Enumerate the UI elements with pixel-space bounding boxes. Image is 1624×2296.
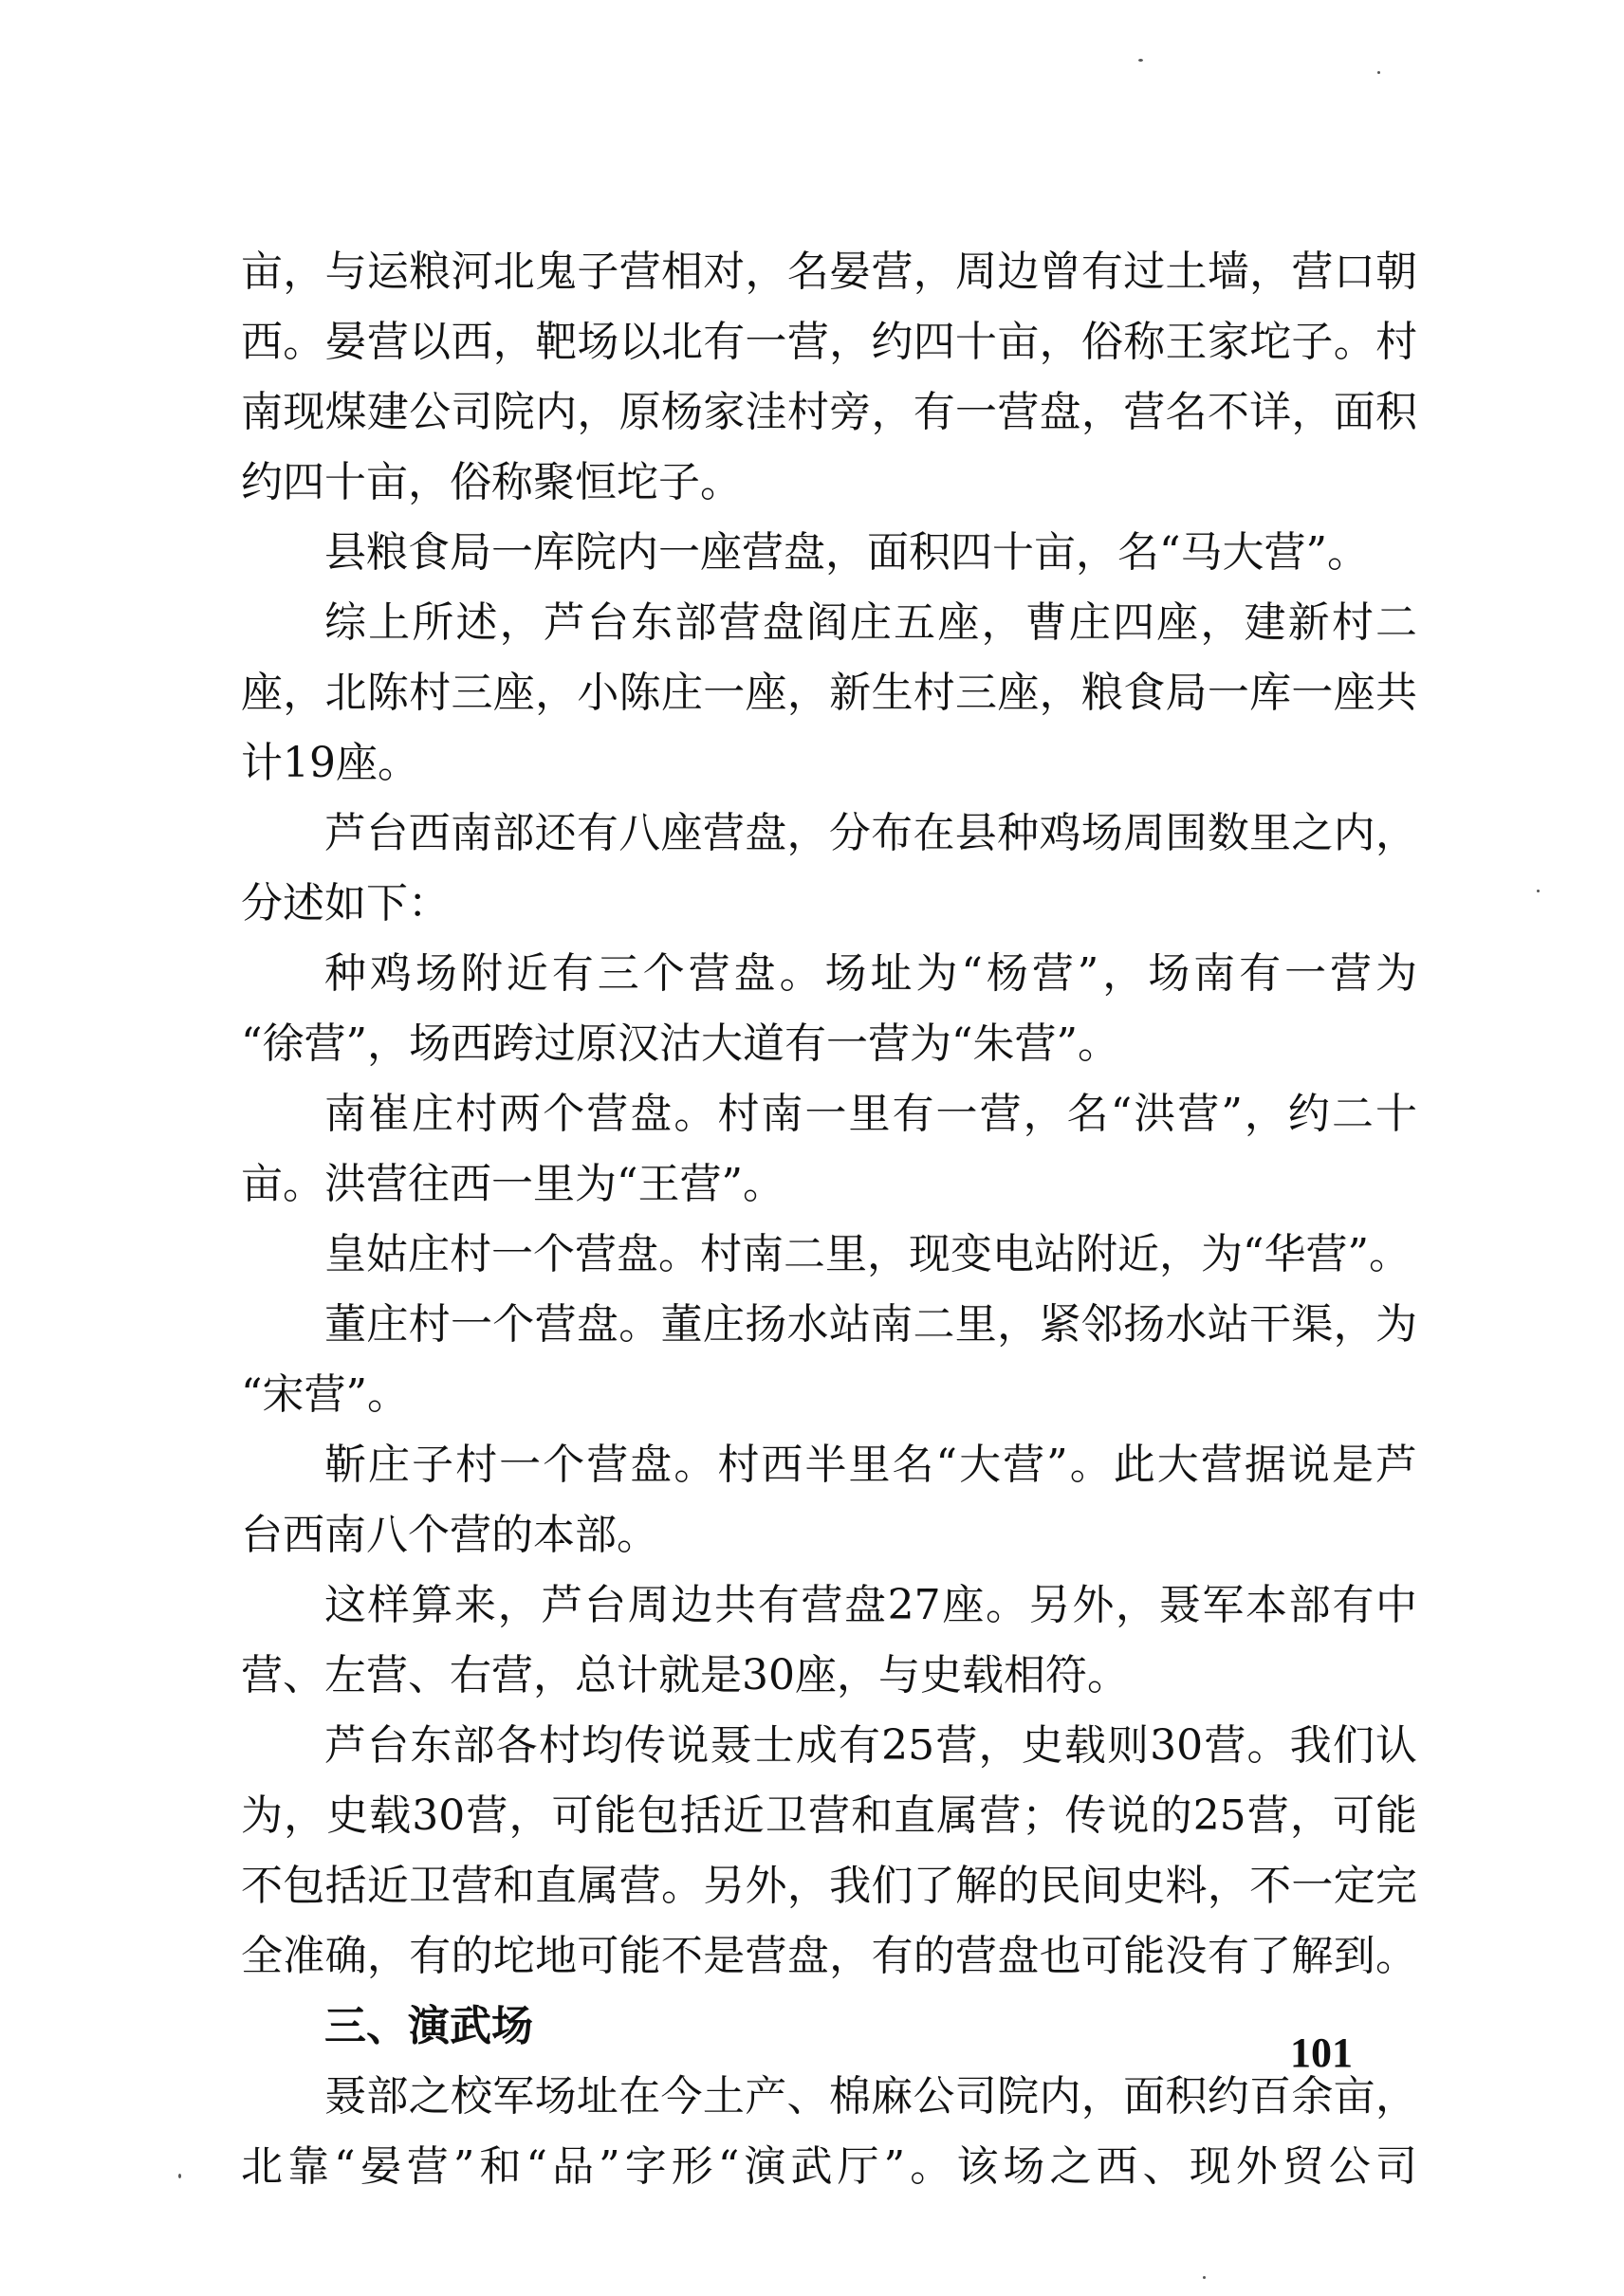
scan-speck [1537,890,1540,892]
text-line: 分述如下： [241,879,450,928]
text-line: 亩，与运粮河北鬼子营相对，名晏营，周边曾有过土墙，营口朝 [241,248,1417,296]
text-line: 靳庄子村一个营盘。村西半里名“大营”。此大营据说是芦 [324,1441,1417,1489]
text-line: 这样算来，芦台周边共有营盘27座。另外，聂军本部有中 [324,1581,1417,1629]
text-line: 董庄村一个营盘。董庄扬水站南二里，紧邻扬水站干渠，为 [324,1300,1417,1349]
text-line: 芦台东部各村均传说聂士成有25营，史载则30营。我们认 [324,1721,1417,1770]
body-text [241,237,1417,2202]
text-line: 台西南八个营的本部。 [241,1511,658,1559]
text-line: 皇姑庄村一个营盘。村南二里，现变电站附近，为“华营”。 [324,1230,1411,1278]
text-line: “宋营”。 [241,1370,409,1419]
text-line: 北靠“晏营”和“品”字形“演武厅”。该场之西、现外贸公司 [241,2142,1417,2191]
text-line: 西。晏营以西，靶场以北有一营，约四十亩，俗称王家坨子。村 [241,318,1417,366]
text-line: 县粮食局一库院内一座营盘，面积四十亩，名“马大营”。 [324,528,1369,577]
text-line: 亩。洪营往西一里为“王营”。 [241,1160,784,1208]
text-line: 全准确，有的坨地可能不是营盘，有的营盘也可能没有了解到。 [241,1932,1417,1980]
text-line: 不包括近卫营和直属营。另外，我们了解的民间史料，不一定完 [241,1862,1417,1910]
text-line: 为，史载30营，可能包括近卫营和直属营；传说的25营，可能 [241,1791,1417,1840]
text-line: 营、左营、右营，总计就是30座，与史载相符。 [241,1651,1129,1699]
scan-speck [1138,59,1143,62]
text-line: 约四十亩，俗称聚恒坨子。 [241,458,742,506]
text-line: 计19座。 [241,739,419,787]
text-line: 综上所述，芦台东部营盘阎庄五座，曹庄四座，建新村二 [324,598,1417,647]
text-line: 南现煤建公司院内，原杨家洼村旁，有一营盘，营名不详，面积 [241,388,1417,436]
section-heading: 三、演武场 [324,2002,533,2050]
text-line: 聂部之校军场址在今土产、棉麻公司院内，面积约百余亩， [324,2072,1417,2121]
scan-speck [1377,71,1380,74]
text-line: 种鸡场附近有三个营盘。场址为“杨营”，场南有一营为 [324,949,1417,998]
text-line: 座，北陈村三座，小陈庄一座，新生村三座，粮食局一库一座共 [241,669,1417,717]
scan-speck [1203,2276,1206,2279]
text-line: 芦台西南部还有八座营盘，分布在县种鸡场周围数里之内， [324,809,1417,857]
page-number: 101 [1290,2030,1353,2076]
scan-speck [178,2174,181,2178]
text-line: “徐营”，场西跨过原汉沽大道有一营为“朱营”。 [241,1019,1119,1068]
text-line: 南崔庄村两个营盘。村南一里有一营，名“洪营”，约二十 [324,1090,1417,1138]
